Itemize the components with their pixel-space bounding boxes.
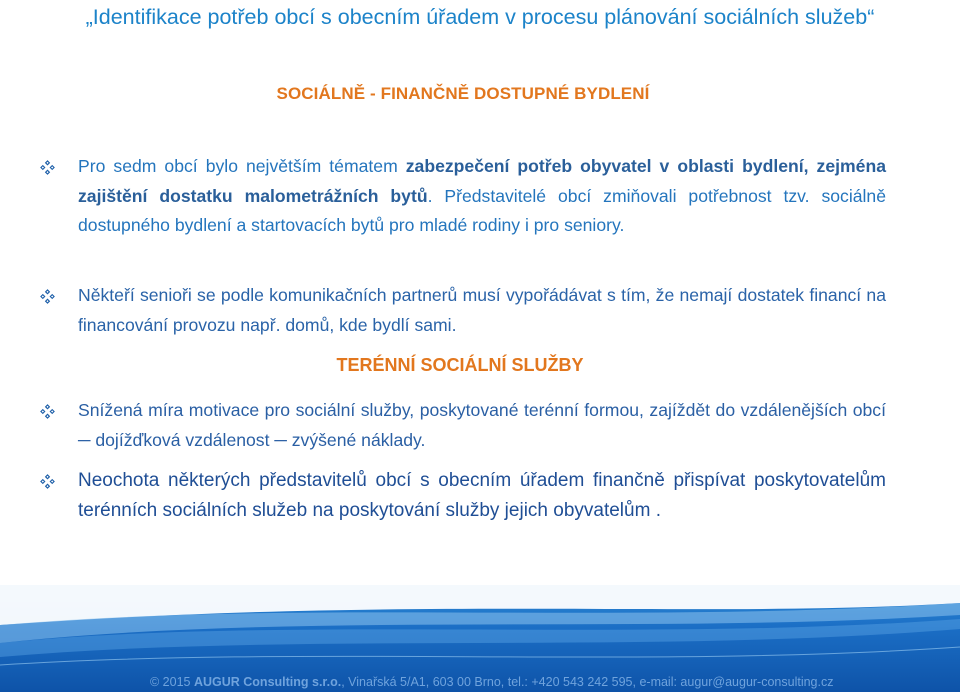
bullet-text: Pro sedm obcí bylo největším tématem zabezpečení potřeb obyvatel v oblasti bydlení, zejména zajištění dostatku malometrážních bytů. Představitelé obcí zmiňovali potřebnost tzv. sociálně dostupného bydlení a startovacích bytů pro mladé rodiny i pro seniory. — [78, 156, 887, 235]
bullet-item-housing — [40, 152, 886, 241]
slide-title: „Identifikace potřeb obcí s obecním úřadem v procesu plánování sociálních služeb“ — [85, 5, 875, 29]
bullet-item-seniors — [40, 281, 886, 340]
bullet-text: Někteří senioři se podle komunikačních partnerů musí vypořádávat s tím, že nemají dostatek financí na financování provozu např. domů, kde bydlí sami. — [78, 285, 886, 335]
diamond-bullet-icon — [40, 474, 55, 489]
section-heading-field-services: TERÉNNÍ SOCIÁLNÍ SLUŽBY — [336, 355, 584, 375]
footer-copyright: © 2015 AUGUR Consulting s.r.o., Vinařská 5/A1, 603 00 Brno, tel.: +420 543 242 595, e-mail: augur@augur-consulting.cz — [150, 675, 834, 689]
bullet-item-funding — [40, 466, 886, 525]
diamond-bullet-icon — [40, 160, 55, 175]
bullet-text: Neochota některých představitelů obcí s obecním úřadem finančně přispívat poskytovatelům terénních sociálních služeb na poskytování služby jejich obyvatelům . — [78, 470, 886, 521]
bullet-text: Snížená míra motivace pro sociální služby, poskytované terénní formou, zajíždět do vzdálenějších obcí ─ dojížďková vzdálenost ─ zvýšené náklady. — [78, 400, 886, 450]
bullet-item-motivation — [40, 396, 886, 455]
diamond-bullet-icon — [40, 289, 55, 304]
diamond-bullet-icon — [40, 404, 55, 419]
section-heading-housing: SOCIÁLNĚ - FINANČNĚ DOSTUPNÉ BYDLENÍ — [276, 84, 650, 103]
footer-band — [0, 585, 960, 692]
